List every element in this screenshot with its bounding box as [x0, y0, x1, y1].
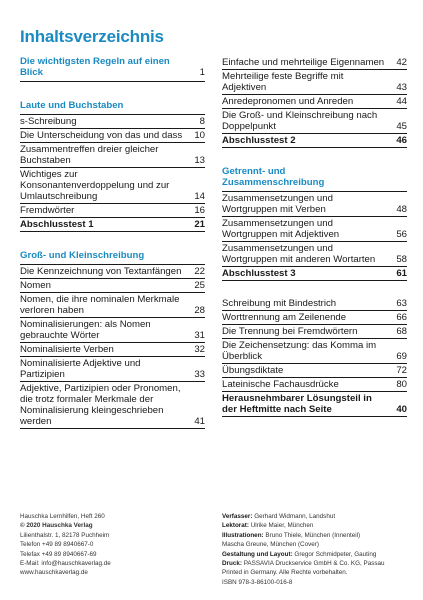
imprint-credit-line — [222, 540, 417, 549]
toc-page-number: 69 — [396, 351, 407, 362]
toc-entry[interactable] — [222, 95, 407, 109]
toc-page-number: 45 — [396, 121, 407, 132]
toc-page-number: 33 — [194, 369, 205, 380]
toc-section-heading-text: Groß- und Kleinschreibung — [20, 250, 145, 261]
imprint-credit-text: PASSAVIA Druckservice GmbH & Co. KG, Passau — [243, 560, 385, 568]
imprint-line: www.hauschkaverlag.de — [20, 569, 88, 577]
toc-entry[interactable] — [20, 129, 205, 143]
toc-page-number: 58 — [396, 254, 407, 265]
toc-entry-title: Fremdwörter — [20, 205, 75, 216]
toc-entry[interactable] — [20, 357, 205, 382]
toc-entry[interactable] — [222, 70, 407, 95]
toc-page-number: 8 — [199, 116, 205, 127]
toc-entry-title: Übungsdiktate — [222, 365, 284, 376]
toc-entry[interactable] — [222, 297, 407, 311]
toc-entry-title: Nomen — [20, 280, 51, 291]
imprint-line: Telefax +49 89 8940667-69 — [20, 550, 97, 558]
toc-entry[interactable] — [20, 343, 205, 357]
imprint-credit-label: Lektorat: — [222, 522, 249, 530]
imprint-credit-label: Gestaltung und Layout: — [222, 550, 293, 558]
toc-entry[interactable] — [222, 109, 407, 134]
toc-entry-title: Die Unterscheidung von das und dass — [20, 130, 183, 141]
toc-section-heading — [222, 166, 407, 192]
toc-entry[interactable] — [20, 382, 205, 429]
toc-page-number: 21 — [194, 219, 205, 230]
toc-entry-title: Abschlusstest 3 — [222, 268, 296, 279]
toc-entry-title: Die Kennzeichnung von Textanfängen — [20, 266, 182, 277]
toc-page-number: 63 — [396, 298, 407, 309]
toc-page-number: 61 — [396, 268, 407, 279]
toc-page-number: 72 — [396, 365, 407, 376]
toc-entry-title: Einfache und mehrteilige Eigennamen — [222, 57, 385, 68]
imprint-line: E-Mail: info@hauschkaverlag.de — [20, 560, 111, 568]
toc-entry-title: Zusammensetzungen und Wortgruppen mit Verben — [222, 193, 333, 215]
toc-page-number: 31 — [194, 330, 205, 341]
imprint-credit-label: Illustrationen: — [222, 531, 264, 539]
imprint-credit-line — [222, 512, 417, 521]
imprint-credit-line — [222, 521, 417, 530]
toc-page-number: 14 — [194, 191, 205, 202]
toc-entry-title: Abschlusstest 1 — [20, 219, 94, 230]
toc-entry[interactable] — [222, 311, 407, 325]
toc-section-heading — [20, 56, 205, 82]
imprint-credit-text: Bruno Thiele, München (Innenteil) — [265, 531, 361, 539]
imprint-publisher — [20, 512, 210, 578]
toc-entry[interactable] — [222, 134, 407, 148]
toc-page-number: 22 — [194, 266, 205, 277]
toc-entry-title: Die Trennung bei Fremdwörtern — [222, 326, 358, 337]
imprint-credit-text: Gerhard Widmann, Landshut — [254, 513, 336, 520]
toc-entry-title: Die Groß- und Kleinschreibung nach Doppelpunkt — [222, 110, 378, 132]
toc-entry[interactable] — [222, 267, 407, 281]
imprint-credit-text: ISBN 978-3-86100-016-8 — [222, 578, 293, 586]
toc-page-number: 43 — [396, 82, 407, 93]
toc-entry-title: Zusammensetzungen und Wortgruppen mit anderen Wortarten — [222, 243, 376, 265]
toc-right-column — [222, 56, 407, 417]
toc-entry[interactable] — [222, 217, 407, 242]
toc-section-heading-text: Getrennt- und Zusammenschreibung — [222, 166, 325, 188]
toc-section-heading — [20, 100, 205, 115]
toc-entry-title: Zusammensetzungen und Wortgruppen mit Adjektiven — [222, 218, 340, 240]
toc-entry-title: Die Zeichensetzung: das Komma im Überblick — [222, 340, 377, 362]
toc-entry-title: Nomen, die ihre nominalen Merkmale verloren haben — [20, 294, 180, 316]
toc-entry[interactable] — [20, 279, 205, 293]
imprint-credit-text: Gregor Schmidpeter, Gauting — [294, 550, 377, 558]
toc-entry[interactable] — [20, 115, 205, 129]
toc-entry-title: s-Schreibung — [20, 116, 77, 127]
imprint-credit-text: Ulrike Maier, München — [250, 522, 314, 530]
toc-entry[interactable] — [222, 56, 407, 70]
toc-entry[interactable] — [20, 143, 205, 168]
toc-entry-title: Lateinische Fachausdrücke — [222, 379, 339, 390]
toc-entry-title: Adjektive, Partizipien oder Pronomen, die trotz formaler Merkmale der Nominalisierung kleingeschrieben werden — [20, 383, 181, 427]
toc-page-number: 13 — [194, 155, 205, 166]
toc-page-number: 10 — [194, 130, 205, 141]
toc-page-number: 25 — [194, 280, 205, 291]
toc-page-number: 48 — [396, 204, 407, 215]
toc-entry[interactable] — [222, 192, 407, 217]
toc-page-number: 32 — [194, 344, 205, 355]
imprint-credit-label: Verfasser: — [222, 513, 253, 520]
toc-entry-title: Zusammentreffen dreier gleicher Buchstaben — [20, 144, 159, 166]
imprint-credit-label: Druck: — [222, 560, 242, 568]
toc-page-number: 42 — [396, 57, 407, 68]
toc-entry-title: Abschlusstest 2 — [222, 135, 296, 146]
toc-page-number: 44 — [396, 96, 407, 107]
toc-entry-title: Mehrteilige feste Begriffe mit Adjektiven — [222, 71, 344, 93]
toc-section-heading-text: Die wichtigsten Regeln auf einen Blick — [20, 56, 170, 78]
toc-entry-title: Nominalisierungen: als Nomen gebrauchte Wörter — [20, 319, 151, 341]
toc-entry-title: Anredepronomen und Anreden — [222, 96, 354, 107]
toc-page-number: 41 — [194, 416, 205, 427]
toc-entry[interactable] — [20, 293, 205, 318]
imprint-credit-line — [222, 531, 417, 540]
toc-entry-title: Nominalisierte Verben — [20, 344, 114, 355]
toc-page-number: 66 — [396, 312, 407, 323]
toc-page-number: 40 — [396, 404, 407, 415]
toc-entry[interactable] — [20, 265, 205, 279]
page-title: Inhaltsverzeichnis — [20, 27, 164, 46]
toc-entry[interactable] — [222, 242, 407, 267]
toc-entry-title: Wichtiges zur Konsonantenverdoppelung und zur Umlautschreibung — [20, 169, 170, 202]
toc-entry[interactable] — [20, 168, 205, 204]
toc-entry[interactable] — [222, 325, 407, 339]
toc-entry[interactable] — [20, 218, 205, 232]
toc-entry[interactable] — [20, 204, 205, 218]
imprint-credit-text: Mascha Greune, München (Cover) — [222, 541, 319, 549]
toc-entry-title: Herausnehmbarer Lösungsteil in der Heftmitte nach Seite — [222, 393, 372, 415]
imprint-credit-line — [222, 568, 417, 577]
imprint-line: Lilienthalstr. 1, 82178 Puchheim — [20, 531, 110, 539]
toc-section-heading-text: Laute und Buchstaben — [20, 100, 124, 111]
toc-entry[interactable] — [222, 378, 407, 392]
toc-page-number: 80 — [396, 379, 407, 390]
toc-entry[interactable] — [20, 318, 205, 343]
imprint-credit-line — [222, 559, 417, 568]
toc-page-number: 1 — [199, 67, 205, 78]
toc-page-number: 68 — [396, 326, 407, 337]
imprint-line: Hauschka Lernhilfen, Heft 260 — [20, 513, 105, 520]
toc-section-heading — [20, 250, 205, 265]
toc-page-number: 46 — [396, 135, 407, 146]
imprint-credit-line — [222, 550, 417, 559]
toc-entry-title: Worttrennung am Zeilenende — [222, 312, 347, 323]
toc-entry[interactable] — [222, 364, 407, 378]
imprint-credit-text: Printed in Germany. Alle Rechte vorbehalten. — [222, 569, 348, 577]
toc-entry-title: Schreibung mit Bindestrich — [222, 298, 337, 309]
toc-entry[interactable] — [222, 392, 407, 417]
imprint-credits — [222, 512, 417, 587]
imprint-line: © 2020 Hauschka Verlag — [20, 522, 93, 530]
toc-left-column — [20, 56, 205, 429]
section-spacer — [222, 281, 407, 297]
toc-entry-title: Nominalisierte Adjektive und Partizipien — [20, 358, 141, 380]
toc-page-number: 16 — [194, 205, 205, 216]
imprint-line: Telefon +49 89 8940667-0 — [20, 541, 94, 549]
toc-page-number: 56 — [396, 229, 407, 240]
toc-entry[interactable] — [222, 339, 407, 364]
imprint-credit-line — [222, 578, 417, 587]
toc-page-number: 28 — [194, 305, 205, 316]
